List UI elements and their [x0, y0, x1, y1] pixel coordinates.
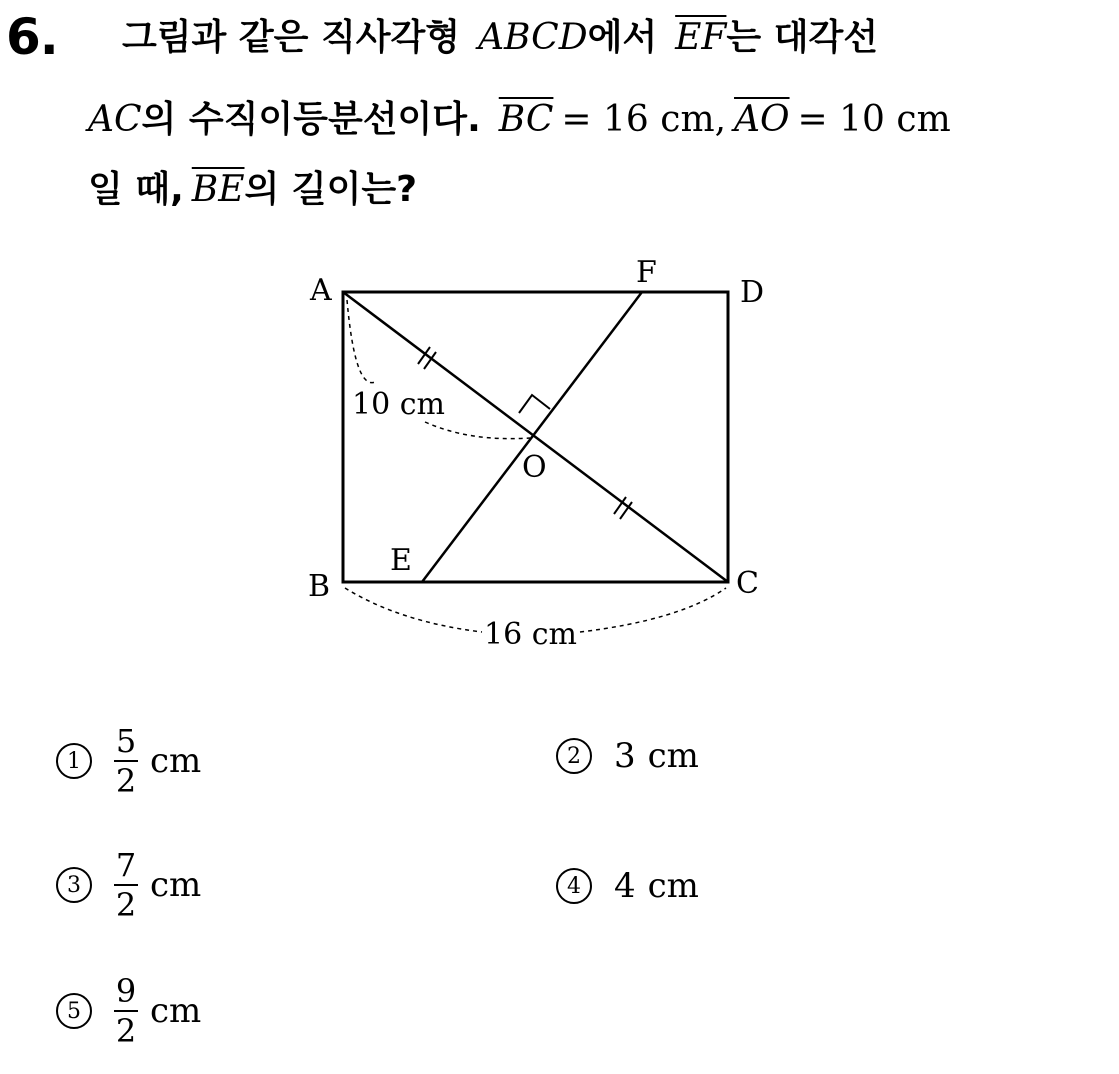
- fraction-numerator: 7: [115, 846, 137, 884]
- choice-number: 3: [56, 867, 92, 903]
- choice-4[interactable]: [556, 866, 699, 906]
- choice-number: 2: [556, 738, 592, 774]
- choice-unit: cm: [150, 865, 202, 905]
- question-text: 의 수직이등분선이다.: [141, 99, 481, 140]
- length-label-bc: 16 cm: [484, 617, 577, 652]
- choice-unit: cm: [150, 741, 202, 781]
- choice-unit: cm: [647, 736, 699, 776]
- choice-5[interactable]: [56, 974, 201, 1048]
- choice-number: 4: [556, 868, 592, 904]
- fraction-denominator: 2: [115, 886, 137, 924]
- ao-length: = 10 cm: [797, 99, 951, 140]
- point-label-o: O: [522, 450, 547, 485]
- vertex-label-b: B: [308, 569, 331, 604]
- fraction-numerator: 5: [115, 722, 137, 760]
- point-label-e: E: [390, 543, 412, 578]
- fraction-denominator: 2: [115, 762, 137, 800]
- choice-2[interactable]: [556, 736, 699, 776]
- rectangle-name: ABCD: [478, 17, 588, 58]
- choice-fraction: [114, 974, 138, 1048]
- fraction-denominator: 2: [115, 1012, 137, 1050]
- bc-length: = 16 cm,: [561, 99, 727, 140]
- point-label-f: F: [636, 255, 657, 290]
- choice-number: 1: [56, 743, 92, 779]
- choice-3[interactable]: [56, 848, 201, 922]
- choice-unit: cm: [647, 866, 699, 906]
- right-angle-mark: [519, 395, 550, 413]
- question-text: 일 때,: [88, 169, 184, 210]
- length-label-ao: 10 cm: [352, 387, 445, 422]
- vertex-label-d: D: [740, 275, 765, 310]
- dimension-arc-ao-lower: [425, 422, 530, 439]
- question-text: 는 대각선: [726, 17, 879, 58]
- segment-bc: $\overline{BC}$: [498, 99, 554, 140]
- choice-fraction: [114, 724, 138, 798]
- choice-value: 4: [614, 866, 636, 906]
- dimension-arc-bc-right: [580, 588, 726, 632]
- segment-ao: $\overline{AO}$: [734, 99, 790, 140]
- diagonal-ac: [343, 292, 728, 582]
- vertex-label-c: C: [736, 566, 759, 601]
- choice-unit: cm: [150, 991, 202, 1031]
- segment-ef-line: [422, 292, 642, 582]
- choice-fraction: [114, 848, 138, 922]
- segment-ef: $\overline{EF}$: [675, 17, 727, 58]
- choice-number: 5: [56, 993, 92, 1029]
- dimension-arc-bc-left: [345, 588, 482, 632]
- segment-be: $\overline{BE}$: [191, 169, 245, 210]
- question-number: 6.: [6, 8, 58, 66]
- segment-ac: AC: [88, 99, 142, 140]
- question-text: 그림과 같은 직사각형: [122, 17, 461, 58]
- question-text: 에서: [587, 17, 658, 58]
- choice-value: 3: [614, 736, 636, 776]
- choice-1[interactable]: [56, 724, 201, 798]
- vertex-label-a: A: [310, 273, 332, 308]
- fraction-numerator: 9: [115, 972, 137, 1010]
- question-text: 의 길이는?: [244, 169, 418, 210]
